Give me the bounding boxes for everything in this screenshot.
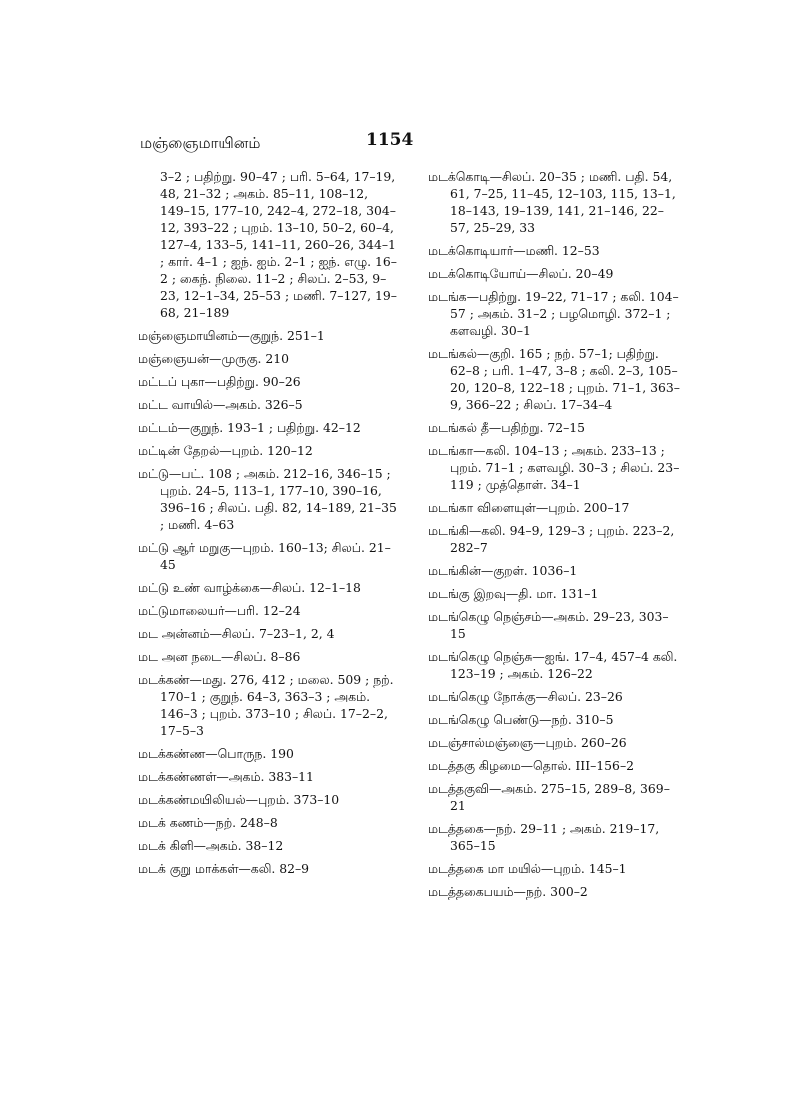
index-entry: மடக் கணம்—நற். 248–8 [138, 815, 278, 830]
index-entry: மடக் குறு மாக்கள்—கலி. 82–9 [138, 861, 310, 876]
index-entry: 3–2 ; பதிற்று. 90–47 ; பரி. 5–64, 17–19, 48, 21–32 ; அகம். 85–11, 108–12, 149–15, 177–10, 242–4, 272–18, 304–12, 393–22 ; புறம். 13–10, 50–2, 60–4, 127–4, 133–5, 141–11, 260–26, 344–1 ; கார். 4–1 ; ஐந். ஐம். 2–1 ; ஐந். எழு. 16–2 ; கைந். நிலை. 11–2 ; சிலப். 2–53, 9–23, 12–1–34, 25–53 ; மணி. 7–127, 19–68, 21–189 [160, 169, 397, 320]
index-entry: மடத்தகை மா மயில்—புறம். 145–1 [428, 861, 627, 876]
index-entry: மட அன்னம்—சிலப். 7–23–1, 2, 4 [138, 626, 335, 641]
index-entry: மடங்கா விளையுள்—புறம். 200–17 [428, 500, 630, 515]
index-entry: மடத்தகு கிழமை—தொல். III–156–2 [428, 758, 635, 773]
index-entry: மடங்கின்—குறள். 1036–1 [428, 563, 578, 578]
right-column [428, 168, 680, 906]
index-entry: மடங்க—பதிற்று. 19–22, 71–17 ; கலி. 104–57 ; அகம். 31–2 ; பழமொழி. 372–1 ; களவழி. 30–1 [428, 289, 679, 338]
index-entry: மடங்கா—கலி. 104–13 ; அகம். 233–13 ; புறம். 71–1 ; களவழி. 30–3 ; சிலப். 23–119 ; முத்தொள். 34–1 [428, 443, 680, 492]
left-column [138, 168, 400, 883]
index-entry: மடங்கெழு பெண்டு—நற். 310–5 [428, 712, 614, 727]
index-entry: மட அன நடை—சிலப். 8–86 [138, 649, 301, 664]
index-entry: மட்டப் புகா—பதிற்று. 90–26 [138, 374, 301, 389]
index-entry: மஞ்ஞைமாயினம்—குறுந். 251–1 [138, 328, 325, 343]
index-entry: மடங்கல் தீ—பதிற்று. 72–15 [428, 420, 586, 435]
index-entry: மடக் கிளி—அகம். 38–12 [138, 838, 284, 853]
index-entry: மடக்கொடியோய்—சிலப். 20–49 [428, 266, 614, 281]
index-entry: மட்டம்—குறுந். 193–1 ; பதிற்று. 42–12 [138, 420, 361, 435]
running-headword: மஞ்ஞைமாயினம் [140, 134, 261, 152]
index-entry: மடக்கொடியார்—மணி. 12–53 [428, 243, 600, 258]
index-entry: மடத்தகுவி—அகம். 275–15, 289–8, 369–21 [428, 781, 670, 813]
index-entry: மட்டுமாலையர்—பரி. 12–24 [138, 603, 301, 618]
index-entry: மடங்கி—கலி. 94–9, 129–3 ; புறம். 223–2, 282–7 [428, 523, 675, 555]
index-entry: மடத்தகைபயம்—நற். 300–2 [428, 884, 588, 899]
page-number: 1154 [366, 130, 414, 150]
index-entry: மடங்கு இறவு—தி. மா. 131–1 [428, 586, 599, 601]
index-entry: மட்ட வாயில்—அகம். 326–5 [138, 397, 303, 412]
index-entry: மடக்கண்மயிலியல்—புறம். 373–10 [138, 792, 340, 807]
index-entry: மடங்கெழு நோக்கு—சிலப். 23–26 [428, 689, 623, 704]
index-entry: மடக்கண்ணள்—அகம். 383–11 [138, 769, 314, 784]
index-entry: மடக்கண்ண—பொருந. 190 [138, 746, 294, 761]
index-entry: மட்டின் தேறல்—புறம். 120–12 [138, 443, 313, 458]
index-entry: மஞ்ஞையன்—முருகு. 210 [138, 351, 290, 366]
index-entry: மடக்கொடி—சிலப். 20–35 ; மணி. பதி. 54, 61, 7–25, 11–45, 12–103, 115, 13–1, 18–143, 19–139, 141, 21–146, 22–57, 25–29, 33 [428, 169, 676, 235]
index-entry: மடத்தகை—நற். 29–11 ; அகம். 219–17, 365–15 [428, 821, 660, 853]
index-entry: மட்டு ஆர் மறுகு—புறம். 160–13; சிலப். 21–45 [138, 540, 391, 572]
index-entry: மடஞ்சால்மஞ்ஞை—புறம். 260–26 [428, 735, 627, 750]
index-entry: மடங்கெழு நெஞ்சம்—அகம். 29–23, 303–15 [428, 609, 669, 641]
index-entry: மடக்கண்—மது. 276, 412 ; மலை. 509 ; நற். 170–1 ; குறுந். 64–3, 363–3 ; அகம். 146–3 ; புறம். 373–10 ; சிலப். 17–2–2, 17–5–3 [138, 672, 394, 738]
index-entry: மடங்கெழு நெஞ்சு—ஐங். 17–4, 457–4 கலி. 123–19 ; அகம். 126–22 [428, 649, 678, 681]
index-entry: மட்டு—பட். 108 ; அகம். 212–16, 346–15 ; புறம். 24–5, 113–1, 177–10, 390–16, 396–16 ; சிலப். பதி. 82, 14–189, 21–35 ; மணி. 4–63 [138, 466, 397, 532]
index-entry: மடங்கல்—குறி. 165 ; நற். 57–1; பதிற்று. 62–8 ; பரி. 1–47, 3–8 ; கலி. 2–3, 105–20, 120–8, 122–18 ; புறம். 71–1, 363–9, 366–22 ; சிலப். 17–34–4 [428, 346, 680, 412]
index-entry: மட்டு உண் வாழ்க்கை—சிலப். 12–1–18 [138, 580, 361, 595]
